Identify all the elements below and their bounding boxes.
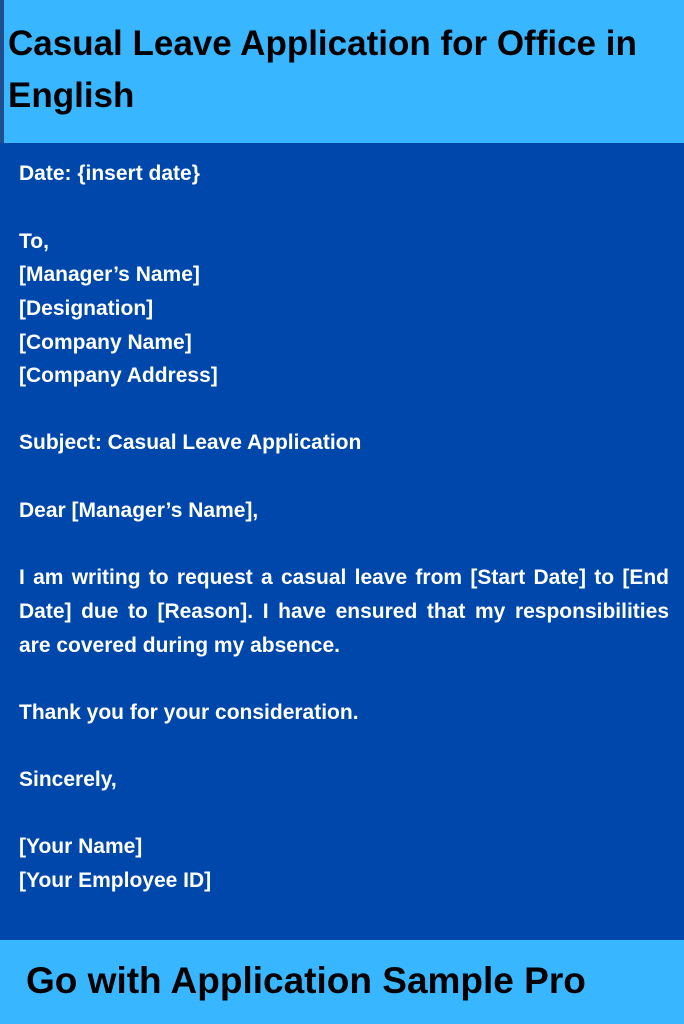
- letter-thanks: Thank you for your consideration.: [19, 701, 359, 724]
- page-title: Casual Leave Application for Office in English: [8, 24, 637, 115]
- letter-closing: Sincerely,: [19, 768, 117, 791]
- letter-salutation-to: To,: [19, 230, 49, 253]
- title-banner: [0, 0, 684, 143]
- letter-body-paragraph: I am writing to request a casual leave from [Start Date] to [End Date] due to [Reason]. I have ensured that my responsibilities are covered during my absence.: [19, 566, 669, 657]
- recipient-address: [Company Address]: [19, 364, 218, 387]
- footer-brand-text: Go with Application Sample Pro: [26, 960, 586, 1001]
- sender-name: [Your Name]: [19, 835, 143, 858]
- letter-date: Date: {insert date}: [19, 162, 200, 185]
- recipient-company: [Company Name]: [19, 331, 192, 354]
- recipient-name: [Manager’s Name]: [19, 263, 200, 286]
- letter-greeting: Dear [Manager’s Name],: [19, 499, 259, 522]
- sender-employee-id: [Your Employee ID]: [19, 869, 212, 892]
- recipient-designation: [Designation]: [19, 297, 154, 320]
- letter-subject: Subject: Casual Leave Application: [19, 431, 362, 454]
- footer-banner: [0, 940, 684, 1024]
- letter-body: [0, 143, 684, 940]
